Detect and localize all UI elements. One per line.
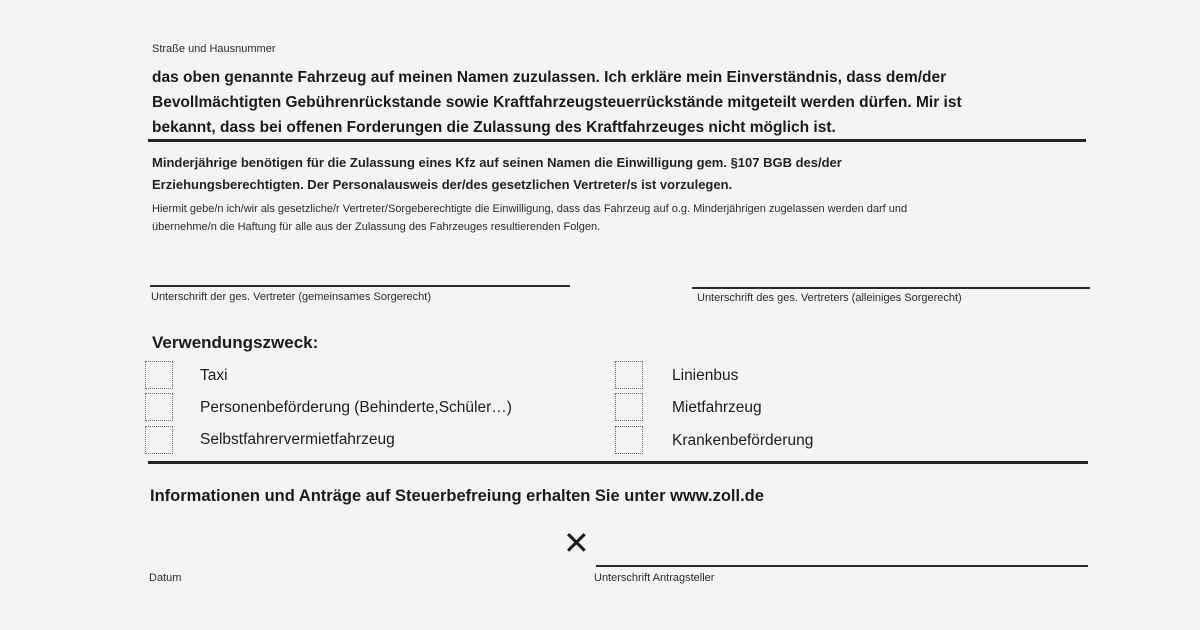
checkbox-bus[interactable] (615, 361, 643, 389)
sole-custody-signature-label: Unterschrift des ges. Vertreters (alleiniges Sorgerecht) (697, 292, 962, 304)
joint-custody-signature-label: Unterschrift der ges. Vertreter (gemeinsames Sorgerecht) (151, 291, 432, 303)
option-bus-label: Linienbus (672, 367, 739, 384)
checkbox-passenger-transport[interactable] (145, 393, 173, 421)
consent-line-1: Hiermit gebe/n ich/wir als gesetzliche/r Vertreter/Sorgeberechtigte die Einwilligung, dass das Fahrzeug auf o.g. Minderjährigen zugelassen werden darf und (152, 203, 908, 215)
section-divider-1 (148, 139, 1086, 142)
option-rental-vehicle-label: Mietfahrzeug (672, 399, 762, 416)
date-label: Datum (149, 572, 182, 584)
checkbox-self-drive-rental[interactable] (145, 426, 173, 454)
joint-custody-signature-line[interactable] (150, 285, 570, 287)
minors-notice-line-2: Erziehungsberechtigten. Der Personalausweis der/des gesetzlichen Vertreter/s ist vorzulegen. (152, 177, 733, 192)
minors-notice-line-1: Minderjährige benötigen für die Zulassung eines Kfz auf seinen Namen die Einwilligung gem. §107 BGB des/der (152, 155, 842, 170)
section-divider-2 (148, 461, 1088, 464)
checkbox-taxi[interactable] (145, 361, 173, 389)
consent-line-2: übernehme/n die Haftung für alle aus der Zulassung des Fahrzeuges resultierenden Folgen. (152, 221, 601, 233)
option-taxi-label: Taxi (200, 367, 228, 384)
authorization-line-3: bekannt, dass bei offenen Forderungen die Zulassung des Kraftfahrzeuges nicht möglich ist. (152, 119, 836, 136)
signature-x-mark: ✕ (563, 525, 590, 561)
option-passenger-transport-label: Personenbeförderung (Behinderte,Schüler…) (200, 399, 512, 416)
checkbox-patient-transport[interactable] (615, 426, 643, 454)
authorization-line-1: das oben genannte Fahrzeug auf meinen Namen zuzulassen. Ich erkläre mein Einverständnis, dass dem/der (152, 69, 947, 86)
sole-custody-signature-line[interactable] (692, 287, 1090, 289)
checkbox-rental-vehicle[interactable] (615, 393, 643, 421)
applicant-signature-label: Unterschrift Antragsteller (594, 572, 715, 584)
authorization-line-2: Bevollmächtigten Gebührenrückstande sowie Kraftfahrzeugsteuerrückstände mitgeteilt werden dürfen. Mir ist (152, 94, 962, 111)
tax-exemption-info: Informationen und Anträge auf Steuerbefreiung erhalten Sie unter www.zoll.de (150, 487, 764, 505)
purpose-heading: Verwendungszweck: (152, 333, 319, 352)
address-label: Straße und Hausnummer (152, 43, 276, 55)
option-patient-transport-label: Krankenbeförderung (672, 432, 814, 449)
option-self-drive-rental-label: Selbstfahrervermietfahrzeug (200, 431, 395, 448)
applicant-signature-line[interactable] (596, 565, 1088, 567)
